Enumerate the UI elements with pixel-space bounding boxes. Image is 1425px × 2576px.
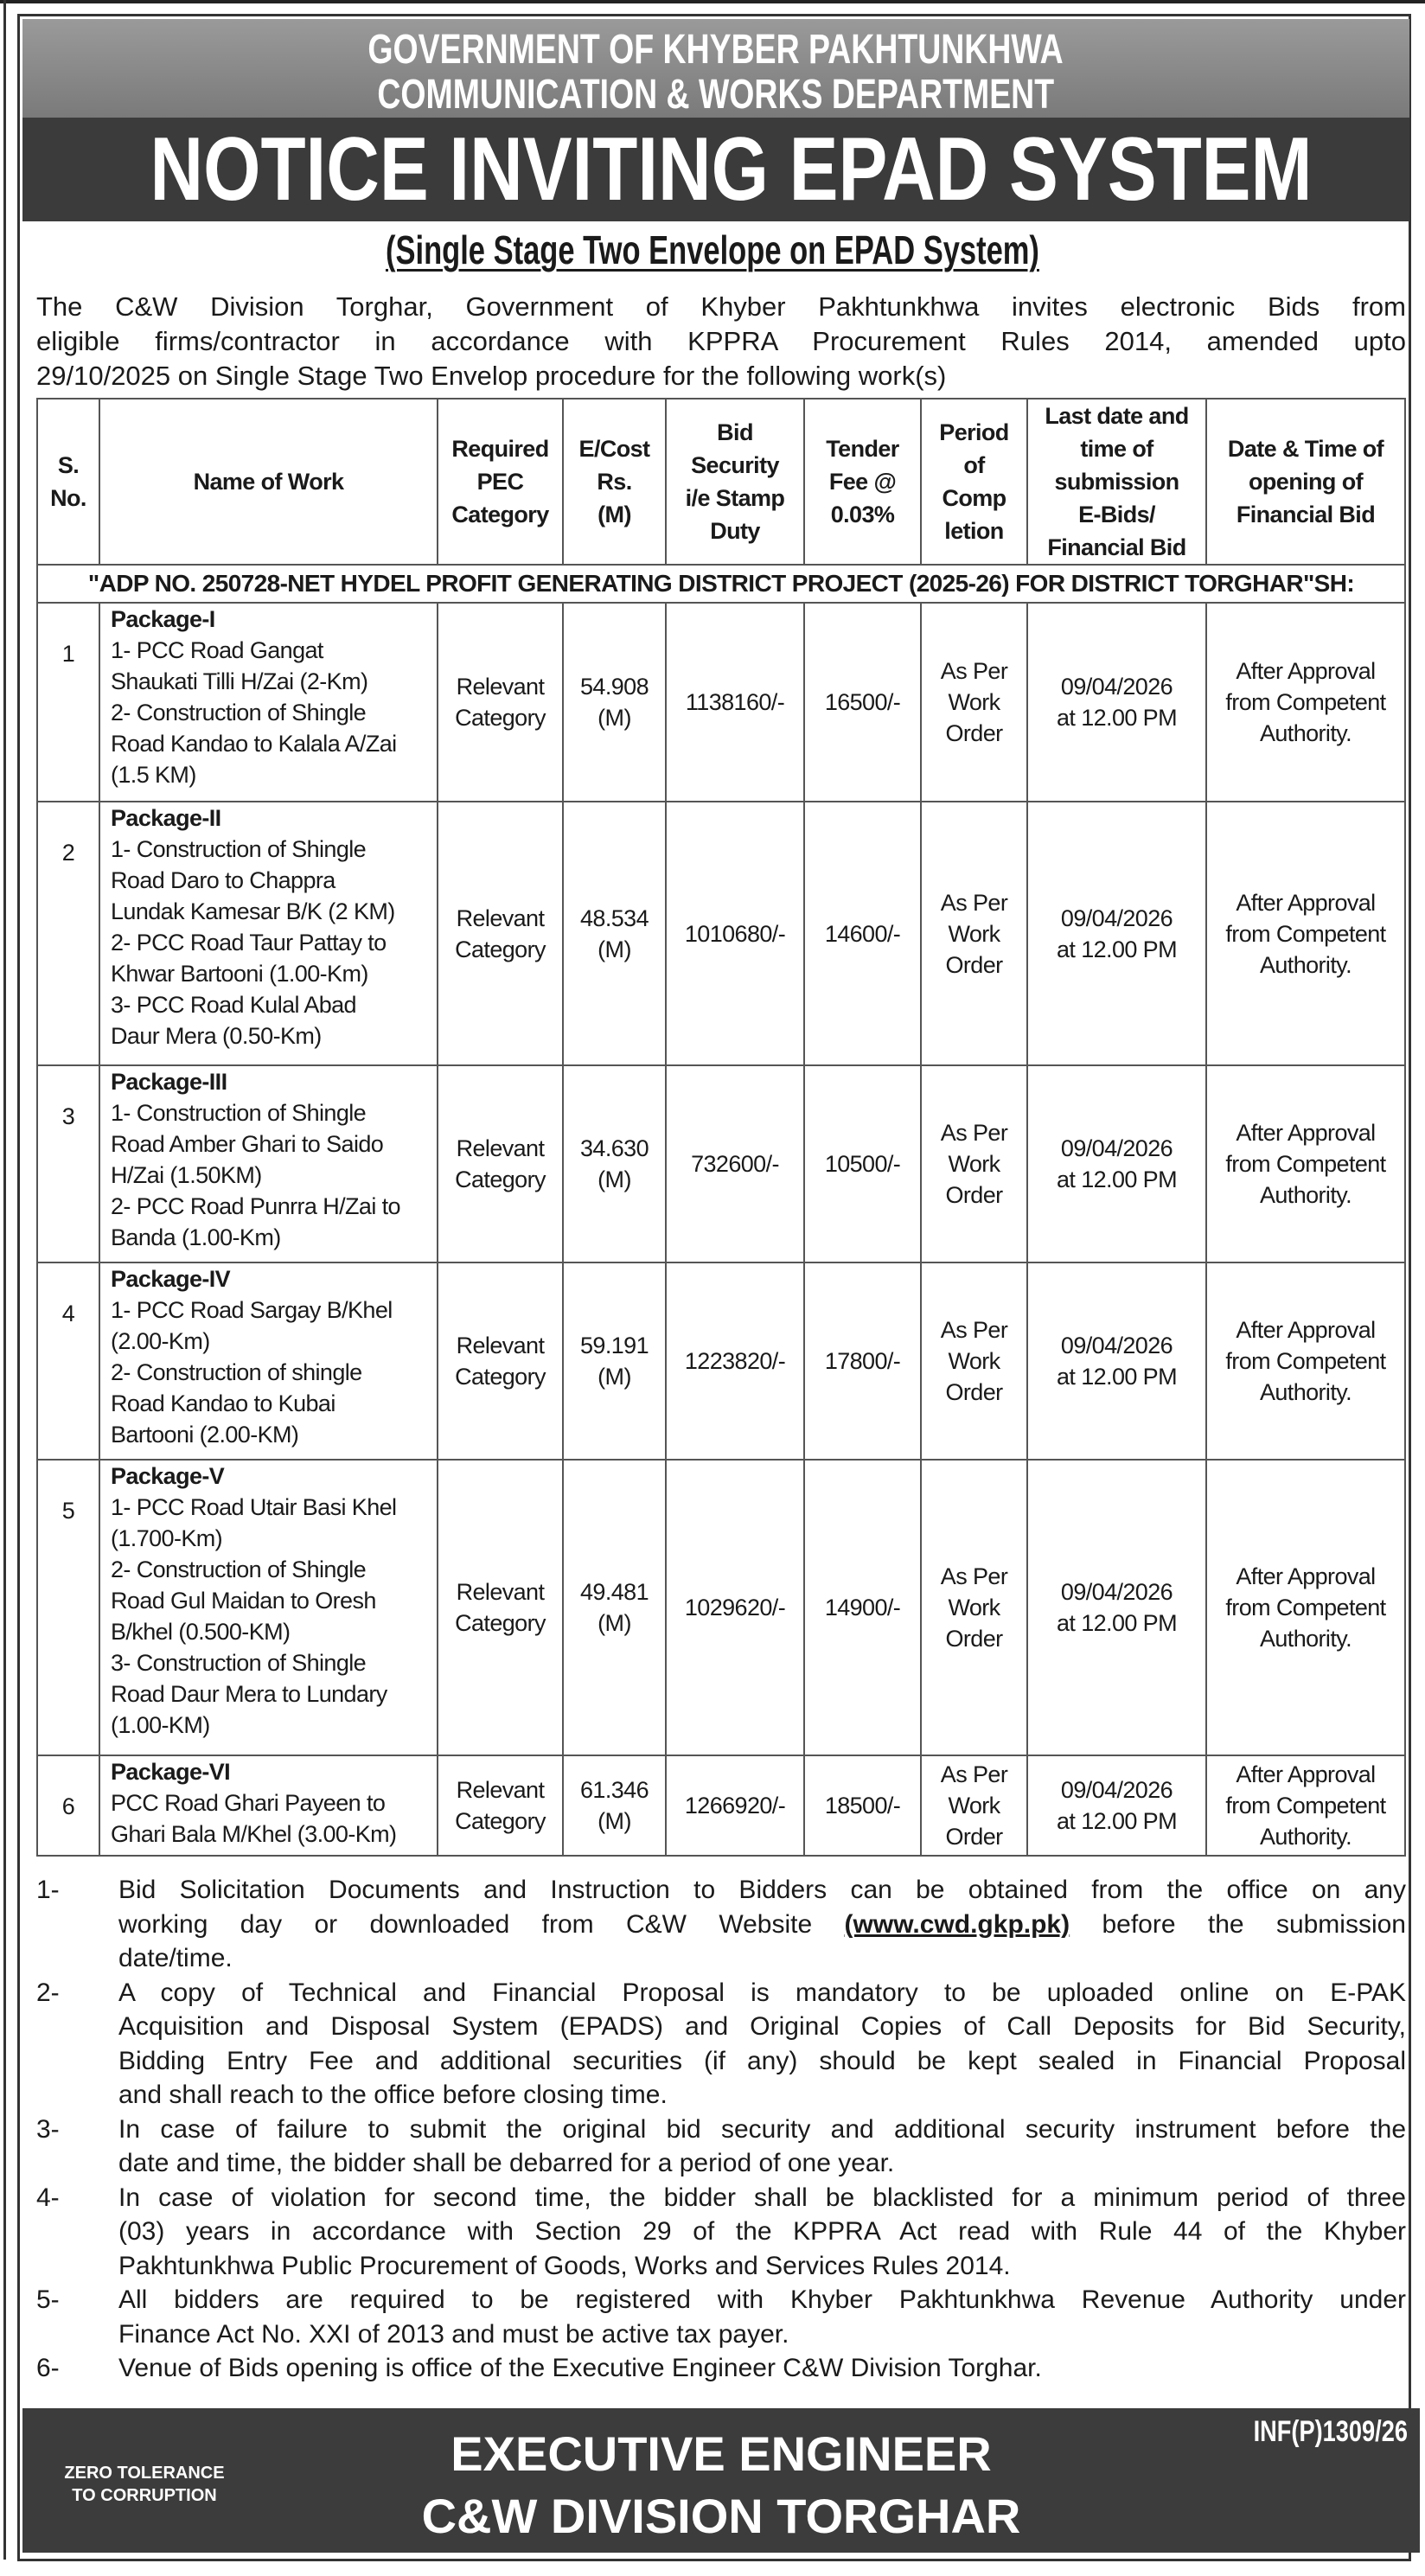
zero-tolerance-line: TO CORRUPTION: [72, 2486, 217, 2505]
work-line: PCC Road Ghari Payeen to: [111, 1790, 386, 1816]
bid-security: 1223820/-: [666, 1262, 804, 1460]
column-header-line: i/e Stamp: [685, 485, 785, 511]
completion-period-line: As Per: [940, 1317, 1008, 1343]
financial-bid-opening-line: After Approval: [1236, 658, 1376, 684]
work-line: Shaukati Tilli H/Zai (2-Km): [111, 668, 368, 694]
work-line: Road Gul Maidan to Oresh: [111, 1588, 376, 1614]
financial-bid-opening-line: After Approval: [1236, 1761, 1376, 1787]
notice-title-text: NOTICE INVITING EPAD SYSTEM: [150, 119, 1313, 220]
reference-number: [1215, 2415, 1408, 2449]
package-label: Package-I: [111, 606, 215, 632]
completion-period: [921, 802, 1027, 1065]
work-line: 3- Construction of Shingle: [111, 1650, 367, 1676]
column-header-line: Required: [451, 436, 549, 462]
note-text: [118, 1976, 1406, 2113]
financial-bid-opening: [1206, 1065, 1405, 1262]
estimated-cost-line: 59.191: [580, 1333, 649, 1358]
financial-bid-opening-line: from Competent: [1225, 1793, 1386, 1819]
top-rule: [0, 0, 1425, 3]
note-item: [36, 1976, 1406, 2113]
note-text: [118, 2283, 1406, 2351]
work-name-cell: [99, 1065, 438, 1262]
serial-number: 5: [37, 1460, 99, 1755]
work-line: 2- PCC Road Taur Pattay to: [111, 930, 387, 956]
adp-row: [37, 565, 1405, 603]
pec-category-line: Category: [455, 936, 546, 962]
pec-category: [438, 1065, 563, 1262]
submission-deadline-line: 09/04/2026: [1060, 1777, 1173, 1803]
column-header-line: Date & Time of: [1227, 436, 1384, 462]
estimated-cost-line: (M): [597, 1364, 631, 1390]
notice-title: [22, 118, 1409, 221]
financial-bid-opening: [1206, 802, 1405, 1065]
estimated-cost: [563, 1460, 666, 1755]
header-band: [22, 19, 1409, 118]
work-line: (1.00-KM): [111, 1712, 210, 1738]
submission-deadline: [1027, 1460, 1206, 1755]
work-line: 2- Construction of Shingle: [111, 1556, 367, 1582]
financial-bid-opening-line: After Approval: [1236, 1120, 1376, 1146]
title-band: [22, 118, 1409, 221]
bid-security: 1010680/-: [666, 802, 804, 1065]
table-row: [37, 802, 1405, 1065]
pec-category-line: Relevant: [456, 1579, 545, 1605]
note-number: 6-: [36, 2354, 60, 2382]
work-line: 1- Construction of Shingle: [111, 836, 367, 862]
serial-number: 3: [37, 1065, 99, 1262]
note-line: date/time.: [118, 1944, 233, 1972]
pec-category-line: Category: [455, 1167, 546, 1192]
note-line: All bidders are required to be registered with Khyber Pakhtunkhwa Revenue Authority under: [118, 2285, 1406, 2314]
note-text: [118, 2181, 1406, 2284]
completion-period: [921, 1460, 1027, 1755]
financial-bid-opening-line: Authority.: [1259, 1626, 1352, 1652]
column-header-line: time of: [1080, 436, 1153, 462]
column-header-line: Rs.: [597, 469, 632, 495]
completion-period-line: Work: [948, 689, 1000, 715]
tender-fee: 10500/-: [804, 1065, 921, 1262]
note-line: and shall reach to the office before closing time.: [118, 2081, 668, 2109]
note-line: In case of failure to submit the original bid security and additional security instrument before the: [118, 2114, 1406, 2144]
column-header: [37, 399, 99, 565]
column-header-line: Security: [691, 452, 779, 478]
note-number: 3-: [36, 2114, 60, 2144]
footer-band: [22, 2408, 1420, 2553]
work-line: Daur Mera (0.50-Km): [111, 1023, 322, 1049]
column-header-line: Name of Work: [193, 469, 344, 495]
estimated-cost-line: 48.534: [580, 904, 649, 931]
estimated-cost-line: 34.630: [580, 1135, 649, 1161]
submission-deadline-line: 09/04/2026: [1060, 1333, 1173, 1358]
note-line-text: before the submission: [1070, 1909, 1406, 1939]
financial-bid-opening-line: Authority.: [1259, 1824, 1352, 1850]
completion-period-line: Order: [945, 1379, 1003, 1405]
financial-bid-opening-line: from Competent: [1225, 1151, 1386, 1177]
signatory-title: EXECUTIVE ENGINEER: [451, 2426, 992, 2481]
column-header-line: Fee @: [828, 469, 897, 495]
column-header-line: S.: [57, 452, 80, 478]
tender-fee: 18500/-: [804, 1755, 921, 1856]
column-header-line: PEC: [476, 469, 524, 495]
financial-bid-opening-line: from Competent: [1225, 920, 1386, 947]
submission-deadline: [1027, 603, 1206, 802]
column-header-line: E-Bids/: [1078, 502, 1155, 527]
intro-line: 29/10/2025 on Single Stage Two Envelop procedure for the following work(s): [36, 361, 947, 391]
estimated-cost: [563, 1065, 666, 1262]
reference-number-text: INF(P)1309/26: [1253, 2415, 1408, 2448]
column-header-line: letion: [944, 518, 1004, 544]
zero-tolerance-line: ZERO TOLERANCE: [64, 2464, 225, 2483]
note-item: [36, 2351, 1406, 2386]
estimated-cost-line: 54.908: [580, 674, 649, 700]
completion-period-line: As Per: [940, 658, 1008, 684]
pec-category-line: Relevant: [456, 1333, 545, 1358]
estimated-cost-line: 61.346: [580, 1777, 649, 1803]
package-label: Package-II: [111, 805, 221, 831]
estimated-cost-line: 49.481: [580, 1579, 649, 1605]
note-line: Pakhtunkhwa Public Procurement of Goods, Works and Services Rules 2014.: [118, 2251, 1011, 2280]
note-line: Venue of Bids opening is office of the Executive Engineer C&W Division Torghar.: [118, 2354, 1042, 2382]
bid-security: 1138160/-: [666, 603, 804, 802]
column-header-line: 0.03%: [830, 502, 895, 527]
estimated-cost-line: (M): [597, 705, 631, 731]
pec-category: [438, 802, 563, 1065]
column-header-line: opening of: [1249, 469, 1363, 495]
completion-period-line: Work: [948, 1348, 1000, 1374]
adp-heading: "ADP NO. 250728-NET HYDEL PROFIT GENERATING DISTRICT PROJECT (2025-26) FOR DISTRICT TORGHAR"SH:: [37, 565, 1405, 603]
pec-category-line: Relevant: [456, 1777, 545, 1803]
subtitle: [0, 227, 1425, 273]
serial-number: 2: [37, 802, 99, 1065]
column-header: [666, 399, 804, 565]
package-label: Package-VI: [111, 1759, 231, 1785]
tender-fee: 17800/-: [804, 1262, 921, 1460]
package-label: Package-IV: [111, 1266, 231, 1292]
work-name-cell: [99, 1755, 438, 1856]
submission-deadline: [1027, 802, 1206, 1065]
serial-number: 4: [37, 1262, 99, 1460]
submission-deadline-line: at 12.00 PM: [1057, 1364, 1177, 1390]
note-line: Acquisition and Disposal System (EPADS) and Original Copies of Call Deposits for Bid Security,: [118, 2012, 1406, 2041]
works-table: [36, 398, 1406, 1857]
financial-bid-opening-line: Authority.: [1259, 720, 1352, 746]
note-item: [36, 2181, 1406, 2284]
column-header-line: Comp: [942, 485, 1006, 511]
government-title-text: GOVERNMENT OF KHYBER PAKHTUNKHWA: [367, 27, 1064, 73]
department-title-text: COMMUNICATION & WORKS DEPARTMENT: [377, 72, 1055, 118]
serial-number: 1: [37, 603, 99, 802]
work-line: (1.5 KM): [111, 762, 196, 788]
tender-fee: 16500/-: [804, 603, 921, 802]
completion-period-line: Work: [948, 920, 1000, 947]
work-name-cell: [99, 603, 438, 802]
subtitle-text: (Single Stage Two Envelope on EPAD System): [386, 227, 1039, 272]
signatory-office: C&W DIVISION TORGHAR: [421, 2489, 1021, 2543]
column-header: [99, 399, 438, 565]
table-row: [37, 1262, 1405, 1460]
submission-deadline: [1027, 1065, 1206, 1262]
estimated-cost: [563, 1755, 666, 1856]
financial-bid-opening-line: After Approval: [1236, 1317, 1376, 1343]
completion-period: [921, 1262, 1027, 1460]
estimated-cost-line: (M): [597, 1610, 631, 1636]
package-label: Package-III: [111, 1069, 227, 1095]
financial-bid-opening-line: After Approval: [1236, 889, 1376, 916]
completion-period-line: As Per: [940, 1761, 1008, 1787]
financial-bid-opening: [1206, 1460, 1405, 1755]
serial-number: 6: [37, 1755, 99, 1856]
estimated-cost: [563, 603, 666, 802]
submission-deadline: [1027, 1755, 1206, 1856]
work-line: (2.00-Km): [111, 1328, 210, 1354]
work-line: Khwar Bartooni (1.00-Km): [111, 961, 368, 987]
work-line: Banda (1.00-Km): [111, 1224, 281, 1250]
column-header-line: Financial Bid: [1236, 502, 1376, 527]
government-title: [22, 26, 1409, 74]
pec-category: [438, 1460, 563, 1755]
note-line: Finance Act No. XXI of 2013 and must be active tax payer.: [118, 2319, 789, 2349]
completion-period: [921, 1755, 1027, 1856]
submission-deadline-line: 09/04/2026: [1060, 904, 1173, 931]
note-text: [118, 1873, 1406, 1976]
tender-fee: 14900/-: [804, 1460, 921, 1755]
work-line: Road Amber Ghari to Saido: [111, 1131, 384, 1157]
note-line: date and time, the bidder shall be debarred for a period of one year.: [118, 2149, 895, 2177]
pec-category-line: Relevant: [456, 674, 545, 700]
completion-period-line: Order: [945, 951, 1003, 978]
column-header-line: Bid: [717, 419, 753, 445]
financial-bid-opening-line: from Competent: [1225, 689, 1386, 715]
note-line: Bid Solicitation Documents and Instruction to Bidders can be obtained from the office on any: [118, 1876, 1406, 1904]
financial-bid-opening-line: Authority.: [1259, 951, 1352, 978]
completion-period-line: Work: [948, 1151, 1000, 1177]
estimated-cost-line: (M): [597, 1808, 631, 1834]
pec-category-line: Category: [455, 705, 546, 731]
intro-line: The C&W Division Torghar, Government of Khyber Pakhtunkhwa invites electronic Bids from: [36, 291, 1406, 322]
completion-period-line: Order: [945, 1182, 1003, 1208]
work-line: Bartooni (2.00-KM): [111, 1422, 299, 1448]
work-line: Road Kandao to Kalala A/Zai: [111, 731, 397, 757]
table-row: [37, 1460, 1405, 1755]
note-line: (03) years in accordance with Section 29 of the KPPRA Act read with Rule 44 of the Khyber: [118, 2217, 1406, 2246]
column-header: [921, 399, 1027, 565]
website-link[interactable]: (www.cwd.gkp.pk): [844, 1909, 1070, 1939]
column-header-line: E/Cost: [578, 436, 650, 462]
submission-deadline-line: at 12.00 PM: [1057, 1808, 1177, 1834]
work-line: 1- PCC Road Gangat: [111, 637, 323, 663]
note-number: 1-: [36, 1876, 60, 1904]
note-text: [118, 2351, 1406, 2386]
column-header: [1027, 399, 1206, 565]
financial-bid-opening-line: from Competent: [1225, 1348, 1386, 1374]
work-line: 1- PCC Road Sargay B/Khel: [111, 1297, 393, 1323]
table-header-row: [37, 399, 1405, 565]
bid-security: 1029620/-: [666, 1460, 804, 1755]
work-line: 1- PCC Road Utair Basi Khel: [111, 1494, 397, 1520]
left-rule: [3, 0, 6, 2560]
intro-line: eligible firms/contractor in accordance with KPPRA Procurement Rules 2014, amended upto: [36, 326, 1406, 356]
work-line: 2- PCC Road Punrra H/Zai to: [111, 1193, 400, 1219]
column-header-line: submission: [1054, 469, 1179, 495]
bid-security: 732600/-: [666, 1065, 804, 1262]
completion-period-line: Order: [945, 720, 1003, 746]
submission-deadline-line: at 12.00 PM: [1057, 1610, 1177, 1636]
work-name-cell: [99, 802, 438, 1065]
financial-bid-opening: [1206, 1755, 1405, 1856]
column-header-line: Financial Bid: [1047, 534, 1186, 560]
note-item: [36, 2283, 1406, 2351]
column-header-line: of: [963, 452, 985, 478]
financial-bid-opening-line: Authority.: [1259, 1379, 1352, 1405]
column-header: [1206, 399, 1405, 565]
estimated-cost-line: (M): [597, 936, 631, 962]
work-line: H/Zai (1.50KM): [111, 1162, 262, 1188]
note-item: [36, 1873, 1406, 1976]
submission-deadline-line: at 12.00 PM: [1057, 936, 1177, 962]
work-line: 2- Construction of shingle: [111, 1359, 362, 1385]
submission-deadline-line: at 12.00 PM: [1057, 705, 1177, 731]
completion-period: [921, 1065, 1027, 1262]
table-row: [37, 1755, 1405, 1856]
estimated-cost-line: (M): [597, 1167, 631, 1192]
table-row: [37, 1065, 1405, 1262]
work-line: Ghari Bala M/Khel (3.00-Km): [111, 1821, 397, 1847]
pec-category-line: Category: [455, 1364, 546, 1390]
tender-fee: 14600/-: [804, 802, 921, 1065]
column-header: [563, 399, 666, 565]
submission-deadline-line: 09/04/2026: [1060, 1135, 1173, 1161]
department-title: [22, 71, 1409, 118]
financial-bid-opening-line: After Approval: [1236, 1563, 1376, 1589]
work-line: Road Daro to Chappra: [111, 867, 335, 893]
note-line-text: working day or downloaded from C&W Website: [118, 1909, 845, 1939]
note-number: 2-: [36, 1978, 60, 2007]
pec-category: [438, 1755, 563, 1856]
completion-period-line: Order: [945, 1824, 1003, 1850]
pec-category: [438, 603, 563, 802]
submission-deadline: [1027, 1262, 1206, 1460]
work-line: 2- Construction of Shingle: [111, 700, 367, 725]
note-item: [36, 2113, 1406, 2181]
work-line: B/khel (0.500-KM): [111, 1619, 291, 1645]
submission-deadline-line: 09/04/2026: [1060, 674, 1173, 700]
column-header-line: Category: [451, 502, 549, 527]
column-header: [438, 399, 563, 565]
column-header-line: No.: [50, 485, 86, 511]
work-name-cell: [99, 1262, 438, 1460]
financial-bid-opening: [1206, 1262, 1405, 1460]
note-number: 5-: [36, 2285, 60, 2314]
work-line: Lundak Kamesar B/K (2 KM): [111, 898, 395, 924]
completion-period-line: Work: [948, 1595, 1000, 1620]
column-header-line: Duty: [710, 518, 760, 544]
pec-category: [438, 1262, 563, 1460]
financial-bid-opening-line: Authority.: [1259, 1182, 1352, 1208]
note-text: [118, 2113, 1406, 2181]
table-row: [37, 603, 1405, 802]
completion-period-line: As Per: [940, 889, 1008, 916]
pec-category-line: Category: [455, 1808, 546, 1834]
work-line: Road Kandao to Kubai: [111, 1390, 335, 1416]
pec-category-line: Relevant: [456, 904, 545, 931]
pec-category-line: Relevant: [456, 1135, 545, 1161]
note-line: [118, 1908, 1406, 1942]
work-name-cell: [99, 1460, 438, 1755]
package-label: Package-V: [111, 1463, 225, 1489]
column-header-line: (M): [597, 502, 631, 527]
work-line: Road Daur Mera to Lundary: [111, 1681, 387, 1707]
completion-period-line: Work: [948, 1793, 1000, 1819]
work-line: 1- Construction of Shingle: [111, 1100, 367, 1126]
estimated-cost: [563, 1262, 666, 1460]
work-line: (1.700-Km): [111, 1525, 223, 1551]
column-header: [804, 399, 921, 565]
column-header-line: Tender: [826, 436, 899, 462]
pec-category-line: Category: [455, 1610, 546, 1636]
column-header-line: Period: [939, 419, 1009, 445]
column-header-line: Last date and: [1045, 403, 1189, 429]
financial-bid-opening-line: from Competent: [1225, 1595, 1386, 1620]
work-line: 3- PCC Road Kulal Abad: [111, 992, 356, 1018]
note-line: A copy of Technical and Financial Proposal is mandatory to be uploaded online on E-PAK: [118, 1978, 1406, 2007]
submission-deadline-line: 09/04/2026: [1060, 1579, 1173, 1605]
bid-security: 1266920/-: [666, 1755, 804, 1856]
intro-paragraph: [36, 290, 1406, 393]
note-line: Bidding Entry Fee and additional securities (if any) should be kept sealed in Financial Proposal: [118, 2046, 1406, 2075]
completion-period-line: As Per: [940, 1120, 1008, 1146]
completion-period: [921, 603, 1027, 802]
estimated-cost: [563, 802, 666, 1065]
financial-bid-opening: [1206, 603, 1405, 802]
note-number: 4-: [36, 2183, 60, 2212]
notes-list: [36, 1873, 1406, 2386]
completion-period-line: Order: [945, 1626, 1003, 1652]
submission-deadline-line: at 12.00 PM: [1057, 1167, 1177, 1192]
note-line: In case of violation for second time, the bidder shall be blacklisted for a minimum period of three: [118, 2183, 1406, 2212]
completion-period-line: As Per: [940, 1563, 1008, 1589]
